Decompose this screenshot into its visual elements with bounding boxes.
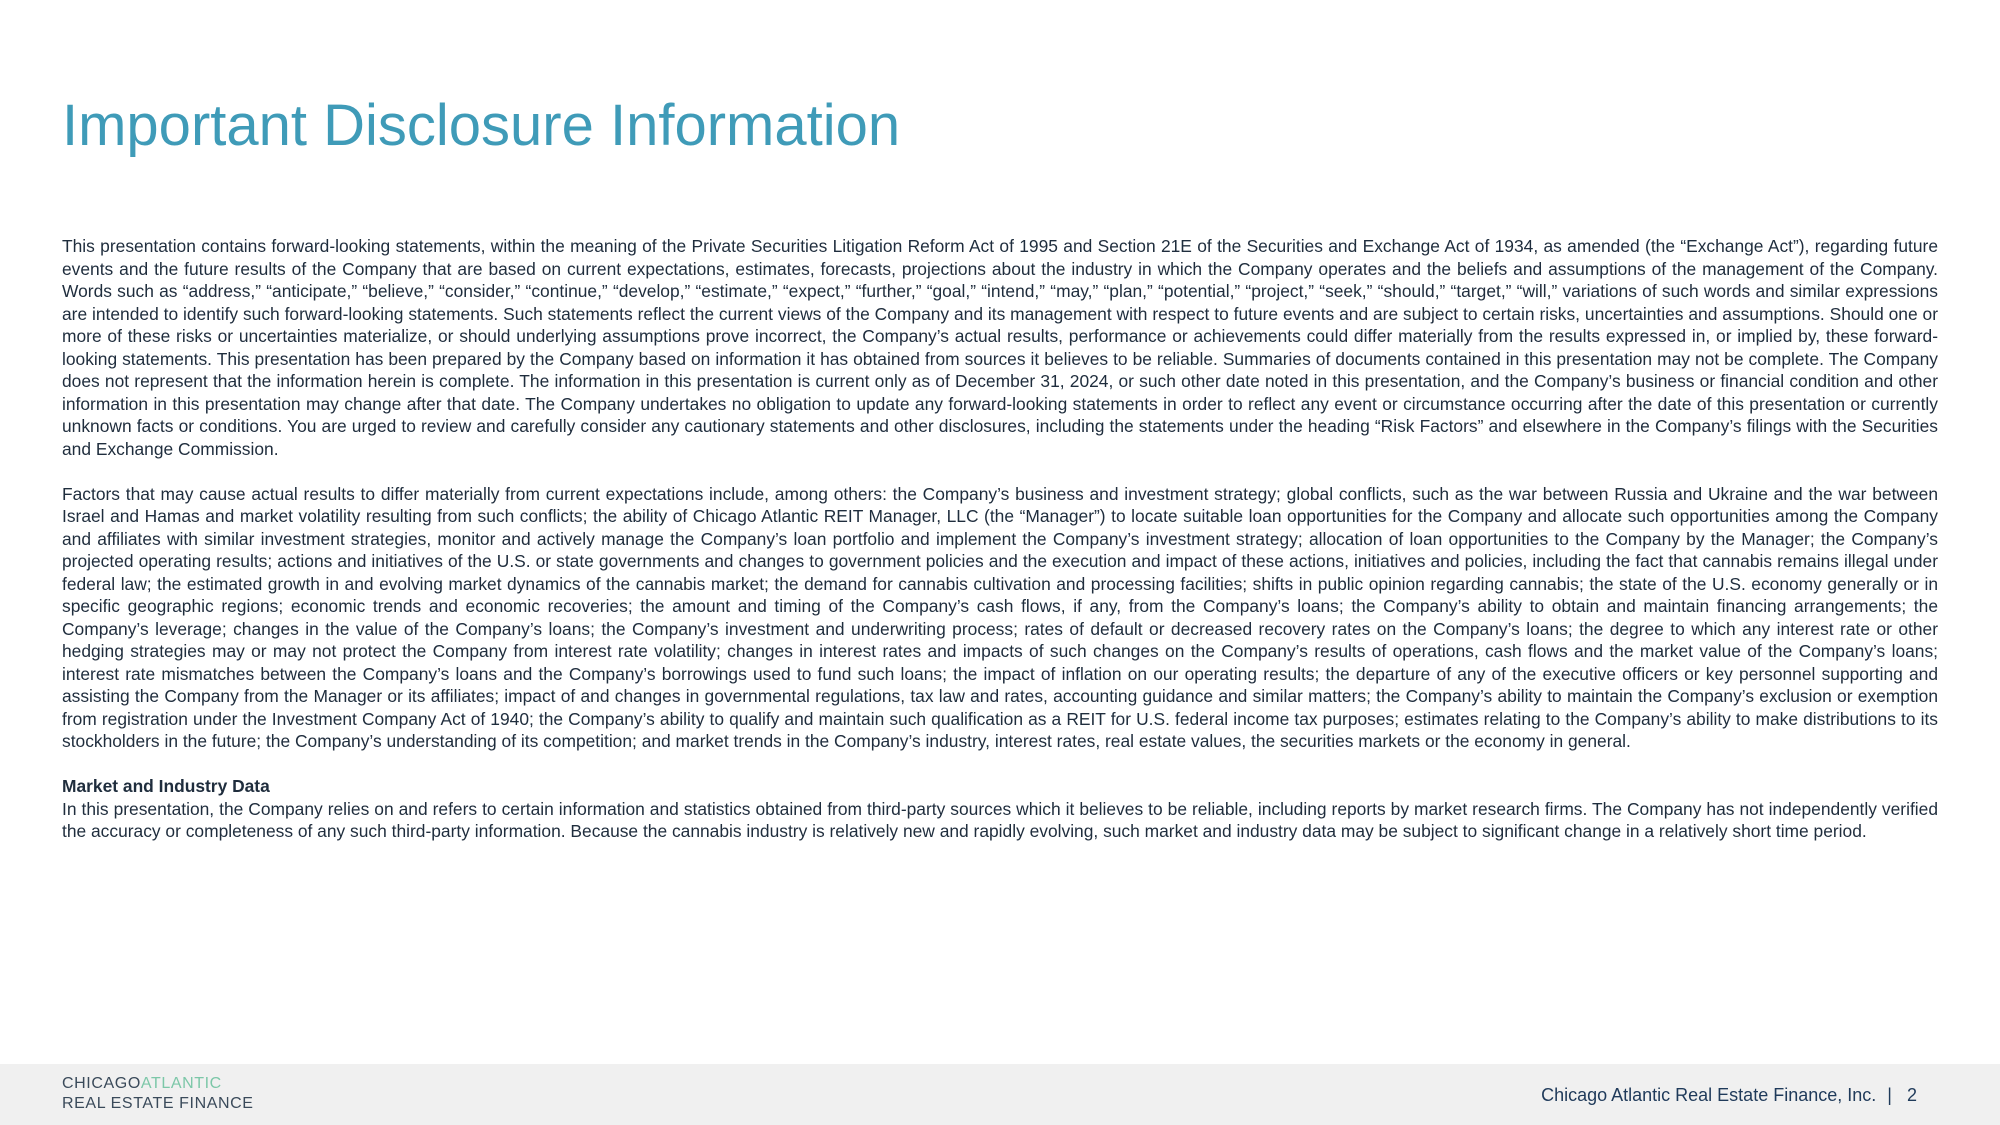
footer-bar xyxy=(0,1064,2000,1125)
disclosure-body xyxy=(62,235,1938,843)
footer-company-name: Chicago Atlantic Real Estate Finance, Inc. xyxy=(1541,1085,1877,1105)
logo-word-chicago: CHICAGO xyxy=(62,1075,141,1092)
risk-factors-paragraph: Factors that may cause actual results to differ materially from current expectations include, among others: the Company’s business and investment strategy; global conflicts, such as the war between Russia and Ukraine and the war between Israel and Hamas and market volatility resulting from such conflicts; the ability of Chicago Atlantic REIT Manager, LLC (the “Manager”) to locate suitable loan opportunities for the Company and allocate such opportunities among the Company and affiliates with similar investment strategies, monitor and actively manage the Company’s loan portfolio and implement the Company’s investment strategy; allocation of loan opportunities to the Company by the Manager; the Company’s projected operating results; actions and initiatives of the U.S. or state governments and changes to government policies and the execution and impact of these actions, initiatives and policies, including the fact that cannabis remains illegal under federal law; the estimated growth in and evolving market dynamics of the cannabis market; the demand for cannabis cultivation and processing facilities; shifts in public opinion regarding cannabis; the state of the U.S. economy generally or in specific geographic regions; economic trends and economic recoveries; the amount and timing of the Company’s cash flows, if any, from the Company’s loans; the Company’s ability to obtain and maintain financing arrangements; the Company’s leverage; changes in the value of the Company’s loans; the Company’s investment and underwriting process; rates of default or decreased recovery rates on the Company’s loans; the degree to which any interest rate or other hedging strategies may or may not protect the Company from interest rate volatility; changes in interest rates and impacts of such changes on the Company’s results of operations, cash flows and the market value of the Company’s loans; interest rate mismatches between the Company’s loans and the Company’s borrowings used to fund such loans; the impact of inflation on our operating results; the departure of any of the executive officers or key personnel supporting and assisting the Company from the Manager or its affiliates; impact of and changes in governmental regulations, tax law and rates, accounting guidance and similar matters; the Company’s ability to maintain the Company’s exclusion or exemption from registration under the Investment Company Act of 1940; the Company’s ability to qualify and maintain such qualification as a REIT for U.S. federal income tax purposes; estimates relating to the Company’s ability to make distributions to its stockholders in the future; the Company’s understanding of its competition; and market trends in the Company’s industry, interest rates, real estate values, the securities markets or the economy in general. xyxy=(62,483,1938,751)
market-section-heading: Market and Industry Data xyxy=(62,776,270,796)
page-number: 2 xyxy=(1906,1085,1917,1105)
company-logo xyxy=(62,1074,254,1114)
market-section-paragraph: In this presentation, the Company relies on and refers to certain information and statistics obtained from third-party sources which it believes to be reliable, including reports by market research firms. The Company has not independently verified the accuracy or completeness of any such third-party information. Because the cannabis industry is relatively new and rapidly evolving, such market and industry data may be subject to significant change in a relatively short time period. xyxy=(62,798,1938,841)
logo-line-1 xyxy=(62,1074,254,1094)
footer-separator: | xyxy=(1887,1085,1892,1105)
forward-looking-paragraph: This presentation contains forward-looking statements, within the meaning of the Private Securities Litigation Reform Act of 1995 and Section 21E of the Securities and Exchange Act of 1934, as amended (the “Exchange Act”), regarding future events and the future results of the Company that are based on current expectations, estimates, forecasts, projections about the industry in which the Company operates and the beliefs and assumptions of the management of the Company. Words such as “address,” “anticipate,” “believe,” “consider,” “continue,” “develop,” “estimate,” “expect,” “further,” “goal,” “intend,” “may,” “plan,” “potential,” “project,” “seek,” “should,” “target,” “will,” variations of such words and similar expressions are intended to identify such forward-looking statements. Such statements reflect the current views of the Company and its management with respect to future events and are subject to certain risks, uncertainties and assumptions. Should one or more of these risks or uncertainties materialize, or should underlying assumptions prove incorrect, the Company’s actual results, performance or achievements could differ materially from the results expressed in, or implied by, these forward-looking statements. This presentation has been prepared by the Company based on information it has obtained from sources it believes to be reliable. Summaries of documents contained in this presentation may not be complete. The Company does not represent that the information herein is complete. The information in this presentation is current only as of December 31, 2024, or such other date noted in this presentation, and the Company’s business or financial condition and other information in this presentation may change after that date. The Company undertakes no obligation to update any forward-looking statements in order to reflect any event or circumstance occurring after the date of this presentation or currently unknown facts or conditions. You are urged to review and carefully consider any cautionary statements and other disclosures, including the statements under the heading “Risk Factors” and elsewhere in the Company’s filings with the Securities and Exchange Commission. xyxy=(62,236,1938,459)
footer-page-info xyxy=(1541,1084,1917,1106)
logo-word-atlantic: ATLANTIC xyxy=(140,1075,222,1092)
page-title: Important Disclosure Information xyxy=(62,93,901,158)
logo-line-2: REAL ESTATE FINANCE xyxy=(62,1095,254,1112)
